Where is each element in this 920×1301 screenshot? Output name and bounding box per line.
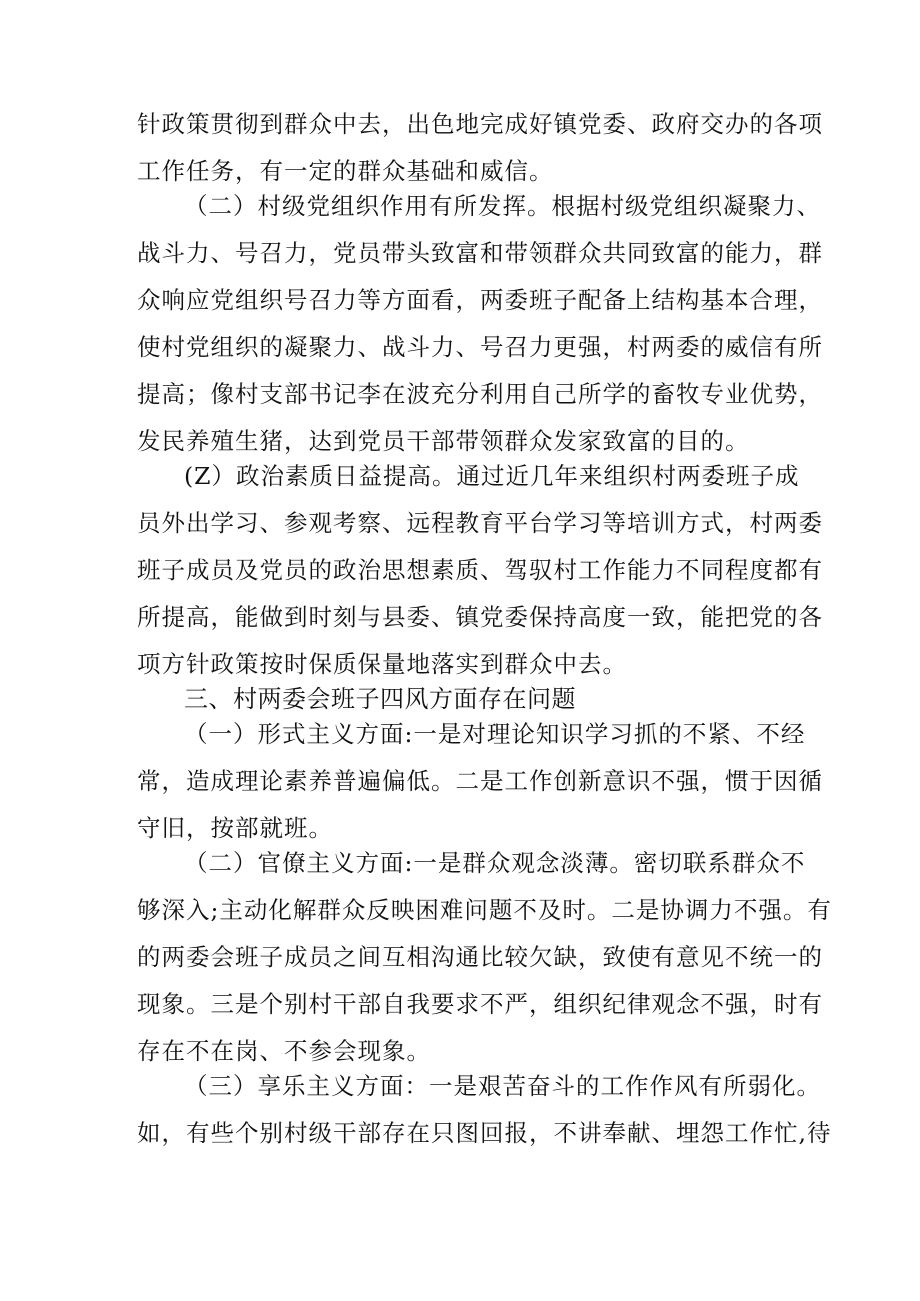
paragraph-line: 工作任务，有一定的群众基础和威信。	[137, 157, 554, 185]
paragraph-line: 发民养殖生猪，达到党员干部带领群众发家致富的目的。	[137, 427, 750, 455]
paragraph-line: （二）官僚主义方面:一是群众观念淡薄。密切联系群众不	[184, 849, 806, 877]
paragraph-line: （二）村级党组织作用有所发挥。根据村级党组织凝聚力、	[184, 192, 821, 220]
paragraph-line: 针政策贯彻到群众中去，出色地完成好镇党委、政府交办的各项	[137, 110, 823, 138]
paragraph-line: 的两委会班子成员之间互相沟通比较欠缺，致使有意见不统一的	[137, 943, 823, 971]
paragraph-line: （三）享乐主义方面：一是艰苦奋斗的工作作风有所弱化。	[184, 1072, 821, 1100]
paragraph-line: 项方针政策按时保质保量地落实到群众中去。	[137, 650, 627, 678]
paragraph-line: 所提高，能做到时刻与县委、镇党委保持高度一致，能把党的各	[137, 603, 823, 631]
paragraph-line: 众响应党组织号召力等方面看，两委班子配备上结构基本合理，	[137, 286, 823, 314]
paragraph-line: 如，有些个别村级干部存在只图回报，不讲奉献、埋怨工作忙,待	[137, 1119, 832, 1147]
paragraph-line: 存在不在岗、不参会现象。	[137, 1037, 431, 1065]
paragraph-line: 班子成员及党员的政治思想素质、驾驭村工作能力不同程度都有	[137, 556, 823, 584]
paragraph-line: 员外出学习、参观考察、远程教育平台学习等培训方式，村两委	[137, 509, 823, 537]
section-heading: 三、村两委会班子四风方面存在问题	[184, 685, 576, 713]
paragraph-line: 使村党组织的凝聚力、战斗力、号召力更强，村两委的威信有所	[137, 333, 823, 361]
paragraph-line: 常，造成理论素养普遍偏低。二是工作创新意识不强，惯于因循	[137, 767, 823, 795]
paragraph-line: 提高；像村支部书记李在波充分利用自己所学的畜牧专业优势，	[137, 380, 823, 408]
paragraph-line: 够深入;主动化解群众反映困难问题不及时。二是协调力不强。有	[137, 896, 832, 924]
paragraph-line: (Z）政治素质日益提高。通过近几年来组织村两委班子成	[184, 462, 800, 490]
paragraph-line: 守旧，按部就班。	[137, 814, 333, 842]
paragraph-line: 现象。三是个别村干部自我要求不严，组织纪律观念不强，时有	[137, 990, 823, 1018]
paragraph-line: 战斗力、号召力，党员带头致富和带领群众共同致富的能力，群	[137, 239, 823, 267]
paragraph-line: （一）形式主义方面:一是对理论知识学习抓的不紧、不经	[184, 720, 806, 748]
